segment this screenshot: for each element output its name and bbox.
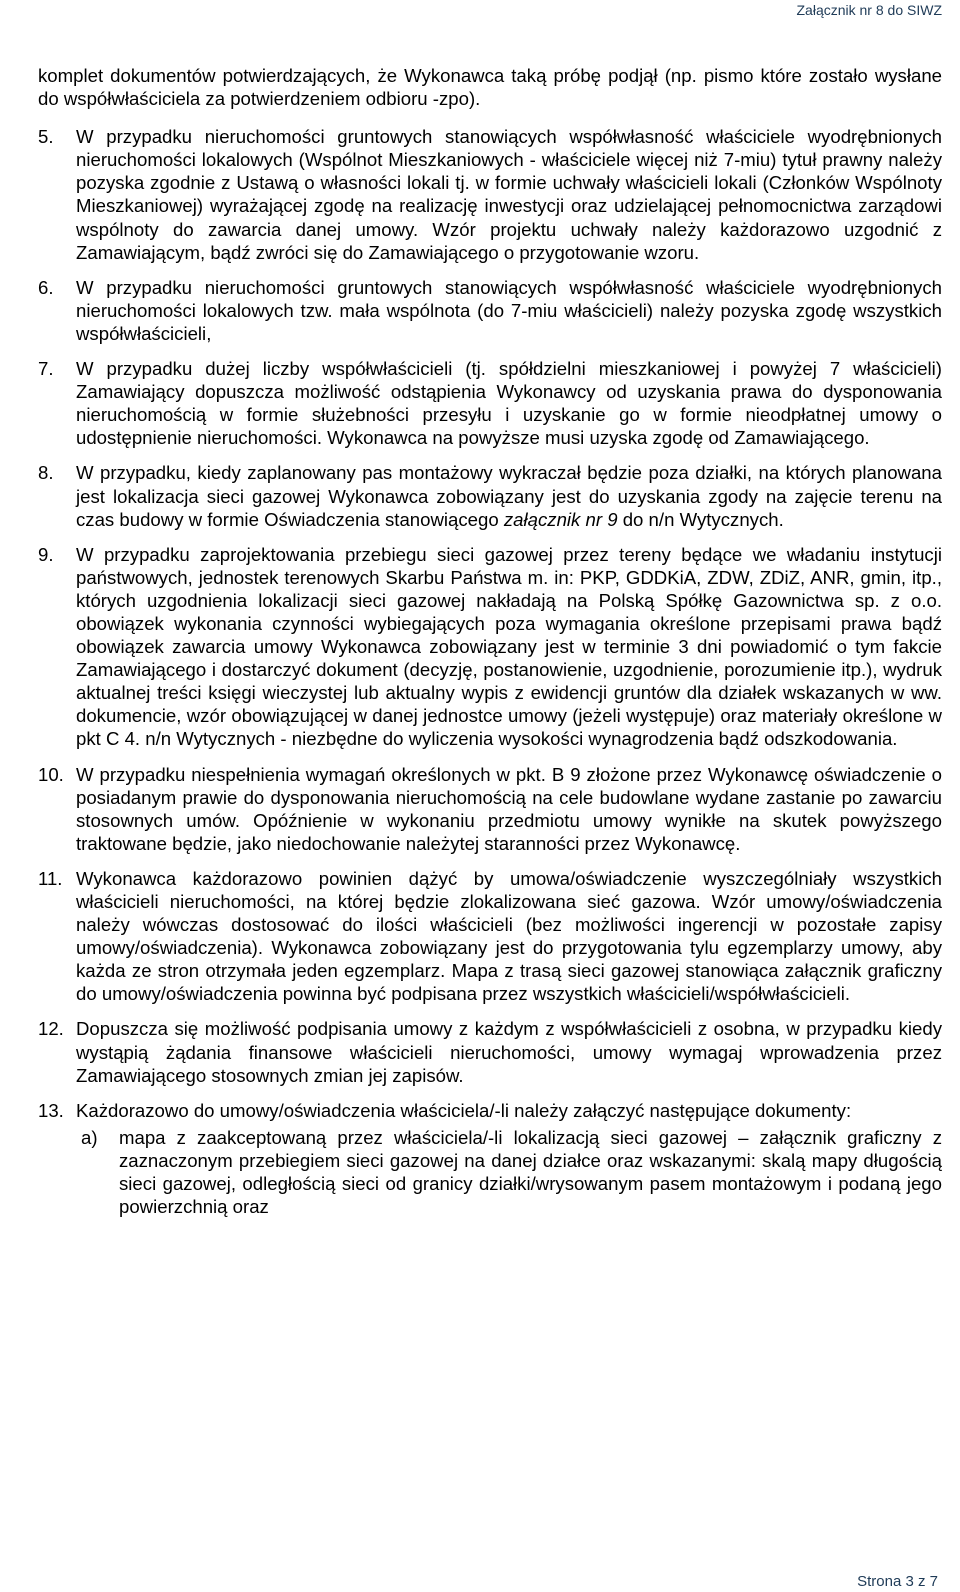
list-item bbox=[38, 461, 942, 530]
document-header: Załącznik nr 8 do SIWZ bbox=[796, 2, 942, 18]
item-number: 11. bbox=[38, 867, 63, 889]
item-text: Dopuszcza się możliwość podpisania umowy z każdym z współwłaścicieli z osobna, w przypadku kiedy wystąpią żądania finansowe właścicieli nieruchomości, umowy wymagaj wprowadzenia przez Zamawiającego stosownych zmian jej zapisów. bbox=[76, 1018, 942, 1086]
item-text-part: W przypadku, kiedy zaplanowany pas montażowy wykraczał będzie poza działki, na których planowana jest lokalizacja sieci gazowej Wykonawca zobowiązany jest do uzyskania zgody na zajęcie terenu na czas budowy w formie Oświadczenia stanowiącego bbox=[76, 462, 942, 530]
list-item bbox=[38, 1099, 942, 1122]
sub-item-text: mapa z zaakceptowaną przez właściciela/-li lokalizacją sieci gazowej – załącznik graficzny z zaznaczonym przebiegiem sieci gazowej na danej działce oraz wskazanymi: skalą mapy długością sieci gazowej, odległością sieci od granicy działki/wrysowanym pasem montażowym i podaną jego powierzchnią oraz bbox=[119, 1126, 942, 1218]
sub-list-item bbox=[38, 1126, 942, 1218]
item-text bbox=[76, 461, 942, 530]
item-number: 8. bbox=[38, 462, 54, 484]
list-item bbox=[38, 1017, 942, 1086]
list-item bbox=[38, 867, 942, 1006]
document-body bbox=[38, 64, 942, 1218]
item-text: W przypadku zaprojektowania przebiegu sieci gazowej przez tereny będące we władaniu instytucji państwowych, jednostek terenowych Skarbu Państwa m. in: PKP, GDDKiA, ZDW, ZDiZ, ANR, gmin, itp., których uzgodnienia lokalizacji sieci gazowej nakładają na Polską Spółkę Gazownictwa sp. z o.o. obowiązek wykonania czynności wybiegających poza wymagania określone przepisami prawa bądź obowiązek zawarcia umowy Wykonawca zobowiązany jest w terminie 3 dni powiadomić o tym fakcie Zamawiającego i dostarczyć dokument (decyzję, postanowienie, uzgodnienie, porozumienie itp.), wydruk aktualnej treści księgi wieczystej lub aktualny wypis z ewidencji gruntów dla działek wskazanych w ww. dokumencie, wzór obowiązującej w danej jednostce umowy (jeżeli występuje) oraz materiały określone w pkt C 4. n/n Wytycznych - niezbędne do wyliczenia wysokości wynagrodzenia bądź odszkodowania. bbox=[76, 543, 942, 750]
page-number: Strona 3 z 7 bbox=[857, 1573, 938, 1590]
item-text-part: do n/n Wytycznych. bbox=[617, 508, 784, 530]
list-item bbox=[38, 125, 942, 264]
item-number: 12. bbox=[38, 1018, 64, 1040]
list-item bbox=[38, 763, 942, 855]
list-item bbox=[38, 276, 942, 345]
item-number: 6. bbox=[38, 276, 54, 298]
list-item bbox=[38, 357, 942, 449]
item-number: 13. bbox=[38, 1099, 64, 1121]
item-number: 5. bbox=[38, 126, 54, 148]
item-text: W przypadku niespełnienia wymagań określonych w pkt. B 9 złożone przez Wykonawcę oświadczenie o posiadanym prawie do dysponowania nieruchomością na cele budowlane wydane zastanie po zawarciu stosownych umów. Opóźnienie w wykonaniu przedmiotu umowy wynikłe na skutek powyższego traktowane będzie, jako niedochowanie należytej staranności przez Wykonawcę. bbox=[76, 763, 942, 854]
item-number: 10. bbox=[38, 763, 64, 785]
attachment-reference: załącznik nr 9 bbox=[503, 508, 618, 530]
intro-paragraph: komplet dokumentów potwierdzających, że Wykonawca taką próbę podjął (np. pismo które zostało wysłane do współwłaściciela za potwierdzeniem odbioru -zpo). bbox=[38, 65, 942, 110]
list-item bbox=[38, 543, 942, 751]
item-text: W przypadku nieruchomości gruntowych stanowiących współwłasność właściciele wyodrębnionych nieruchomości lokalowych (Wspólnot Mieszkaniowych - właściciele więcej niż 7-miu) tytuł prawny należy pozyska zgodnie z Ustawą o własności lokali tj. w formie uchwały właścicieli lokali (Członków Wspólnoty Mieszkaniowej) wyrażającej zgodę na realizację inwestycji oraz udzielającej pełnomocnictwa zarządowi wspólnoty do zawarcia danej umowy. Wzór projektu uchwały należy każdorazowo uzgodnić z Zamawiającym, bądź zwróci się do Zamawiającego o przygotowanie wzoru. bbox=[76, 126, 942, 263]
sub-item-letter: a) bbox=[81, 1126, 98, 1148]
item-text: W przypadku dużej liczby współwłaścicieli (tj. spółdzielni mieszkaniowej i powyżej 7 właścicieli) Zamawiający dopuszcza możliwość odstąpienia Wykonawcy od uzyskania prawa do dysponowania nieruchomością w formie służebności przesyłu i uzyskanie go w formie nieodpłatnej umowy o udostępnienie nieruchomości. Wykonawca na powyższe musi uzyska zgodę od Zamawiającego. bbox=[76, 358, 942, 449]
item-number: 7. bbox=[38, 358, 54, 380]
item-text: Każdorazowo do umowy/oświadczenia właściciela/-li należy załączyć następujące dokumenty: bbox=[76, 1099, 852, 1121]
item-number: 9. bbox=[38, 543, 54, 565]
item-text: W przypadku nieruchomości gruntowych stanowiących współwłasność właściciele wyodrębnionych nieruchomości lokalowych tzw. mała wspólnota (do 7-miu właścicieli) należy pozyska zgodę wszystkich współwłaścicieli, bbox=[76, 276, 942, 344]
item-text: Wykonawca każdorazowo powinien dążyć by umowa/oświadczenie wyszczególniały wszystkich właścicieli nieruchomości, na której będzie zlokalizowana sieć gazowa. Wzór umowy/oświadczenia należy wówczas dostosować do ilości właścicieli (bez możliwości ingerencji w pozostałe zapisy umowy/oświadczenia). Wykonawca zobowiązany jest do przygotowania tylu egzemplarzy umowy, aby każda ze stron otrzymała jeden egzemplarz. Mapa z trasą sieci gazowej stanowiąca załącznik graficzny do umowy/oświadczenia powinna być podpisana przez wszystkich właścicieli/współwłaścicieli. bbox=[76, 867, 942, 1005]
